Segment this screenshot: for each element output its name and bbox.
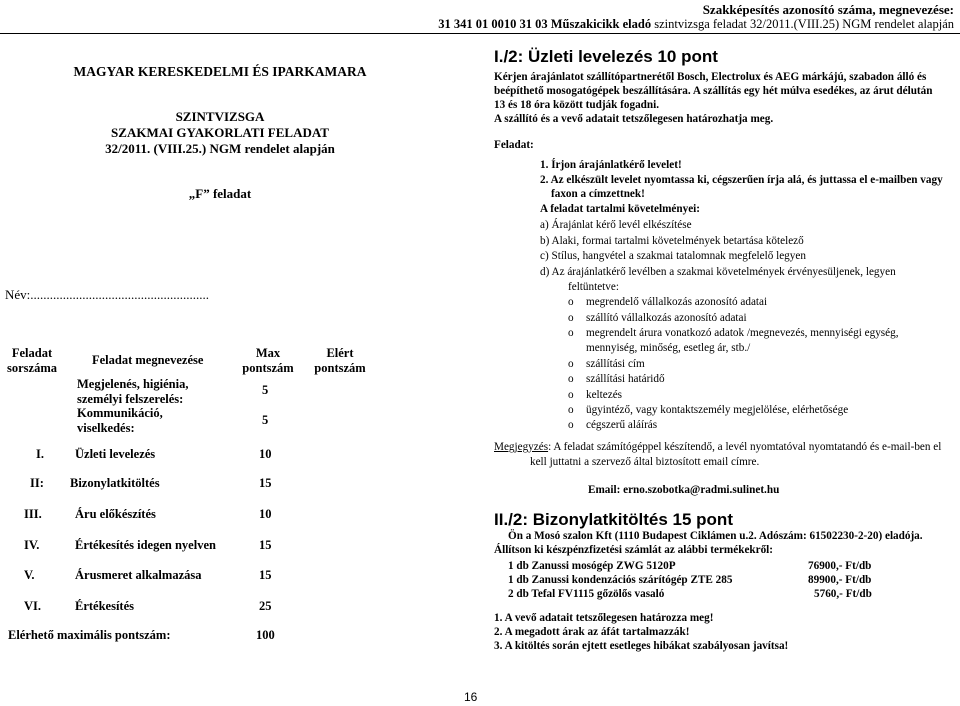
question-line: 1. A vevő adatait tetszőlegesen határozza meg! xyxy=(494,612,714,624)
pre-row-name: Kommunikáció, viselkedés: xyxy=(77,406,163,435)
section1-intro-line: Kérjen árajánlatot szállítópartnerétől Bosch, Electrolux és AEG márkájú, szabadon álló és xyxy=(494,71,927,83)
row-name: Áru előkészítés xyxy=(75,507,156,521)
question-line: 2. A megadott árak az áfát tartalmazzák! xyxy=(494,626,690,638)
task-line: faxon a címzettnek! xyxy=(551,188,645,200)
row-max: 10 xyxy=(259,507,272,521)
bullet-mark: o xyxy=(568,312,574,324)
row-max: 15 xyxy=(259,476,272,490)
bullet-item: szállító vállalkozás azonosító adatai xyxy=(586,312,747,324)
section2-intro: Állítson ki készpénzfizetési számlát az alábbi termékekről: xyxy=(494,544,774,556)
row-number: III. xyxy=(24,507,42,521)
row-max: 25 xyxy=(259,599,272,613)
section1-intro-line: A szállító és a vevő adatait tetszőlegesen határozhatja meg. xyxy=(494,113,774,125)
note xyxy=(494,441,941,453)
task-line: 1. Írjon árajánlatkérő levelet! xyxy=(540,159,682,171)
bullet-item: ügyintéző, vagy kontaktszemély megjelölése, elérhetősége xyxy=(586,404,849,416)
bullet-item: cégszerű aláírás xyxy=(586,419,658,431)
row-name: Bizonylatkitöltés xyxy=(70,476,160,490)
requirement-line: b) Alaki, formai tartalmi követelmények betartása kötelező xyxy=(540,235,804,247)
col-header-achieved: Elért pontszám xyxy=(314,346,366,375)
email-line: Email: erno.szobotka@radmi.sulinet.hu xyxy=(588,484,780,496)
pre-row-max: 5 xyxy=(262,413,269,427)
bullet-item: keltezés xyxy=(586,389,623,401)
section2-intro: Ön a Mosó szalon Kft (1110 Budapest Ciklámen u.2. Adószám: 61502230-2-20) eladója. xyxy=(508,530,923,542)
row-number: IV. xyxy=(24,538,40,552)
task-line: 2. Az elkészült levelet nyomtassa ki, cégszerűen írja alá, és juttassa el e-mailben vagy xyxy=(540,174,943,186)
section1-title: I./2: Üzleti levelezés 10 pont xyxy=(494,47,718,66)
exam-title-1: SZINTVIZSGA xyxy=(175,109,265,124)
name-field: Név:....................................................... xyxy=(5,287,210,302)
note-text-cont: kell juttatni a szervező által biztosított email címre. xyxy=(530,456,760,468)
col-header-name: Feladat megnevezése xyxy=(92,353,204,367)
col-header-max: Max pontszám xyxy=(242,346,294,375)
org-title: MAGYAR KERESKEDELMI ÉS IPARKAMARA xyxy=(73,64,367,79)
pre-row-max: 5 xyxy=(262,383,269,397)
requirement-line: d) Az árajánlatkérő levélben a szakmai követelmények érvényesüljenek, legyen xyxy=(540,266,896,278)
row-number: I. xyxy=(36,447,44,461)
row-number: VI. xyxy=(24,599,42,613)
feladat-label: Feladat: xyxy=(494,139,534,151)
pre-row-name: Megjelenés, higiénia, személyi felszerelés: xyxy=(77,377,189,406)
col-header-number: Feladat sorszáma xyxy=(7,346,57,375)
row-max: 15 xyxy=(259,568,272,582)
requirement-line: a) Árajánlat kérő levél elkészítése xyxy=(540,219,692,231)
row-name: Üzleti levelezés xyxy=(75,447,156,461)
exam-title-3: 32/2011. (VIII.25.) NGM rendelet alapján xyxy=(105,141,335,156)
item-desc: 1 db Zanussi mosógép ZWG 5120P xyxy=(508,560,676,572)
requirements-title: A feladat tartalmi követelményei: xyxy=(540,203,701,215)
row-name: Értékesítés idegen nyelven xyxy=(75,538,216,552)
bullet-mark: o xyxy=(568,404,574,416)
header-subtitle xyxy=(438,17,954,32)
exam-title-2: SZAKMAI GYAKORLATI FELADAT xyxy=(111,125,329,140)
bullet-mark: o xyxy=(568,327,574,339)
total-label: Elérhető maximális pontszám: xyxy=(8,628,171,642)
page-number: 16 xyxy=(464,690,478,704)
bullet-mark: o xyxy=(568,373,574,385)
row-number: II: xyxy=(30,476,44,490)
header-rest: szintvizsga feladat 32/2011.(VIII.25) NGM rendelet alapján xyxy=(651,17,954,31)
question-line: 3. A kitöltés során ejtett esetleges hibákat szabályosan javítsa! xyxy=(494,640,789,652)
note-text: : A feladat számítógéppel készítendő, a levél nyomtatóval nyomtatandó és e-mail-ben el xyxy=(548,441,942,453)
header-code: 31 341 01 0010 31 03 Műszakicikk eladó xyxy=(438,17,652,31)
row-name: Értékesítés xyxy=(75,599,135,613)
bullet-mark: o xyxy=(568,358,574,370)
bullet-mark: o xyxy=(568,419,574,431)
bullet-mark: o xyxy=(568,389,574,401)
section2-title: II./2: Bizonylatkitöltés 15 pont xyxy=(494,510,733,529)
item-price: 5760,- Ft/db xyxy=(814,588,872,600)
item-desc: 1 db Zanussi kondenzációs szárítógép ZTE 285 xyxy=(508,574,733,586)
bullet-item: megrendelt árura vonatkozó adatok /megnevezés, mennyiségi egység, xyxy=(586,327,899,339)
row-max: 15 xyxy=(259,538,272,552)
bullet-item: megrendelő vállalkozás azonosító adatai xyxy=(586,296,768,308)
bullet-item: szállítási cím xyxy=(586,358,645,370)
bullet-item-cont: mennyiség, minőség, esetleg ár, stb./ xyxy=(586,342,751,354)
requirement-line: feltüntetve: xyxy=(568,281,619,293)
row-number: V. xyxy=(24,568,35,582)
requirement-line: c) Stílus, hangvétel a szakmai tatalomnak megfelelő legyen xyxy=(540,250,806,262)
section1-intro-line: beépíthető mosogatógépek beszállítására. A szállítás egy hét múlva esedékes, az árut délután xyxy=(494,85,933,97)
bullet-item: szállítási határidő xyxy=(586,373,665,385)
section1-intro-line: 13 és 18 óra között tudják fogadni. xyxy=(494,99,660,111)
row-name: Árusmeret alkalmazása xyxy=(75,568,202,582)
header-title: Szakképesítés azonosító száma, megnevezése: xyxy=(702,2,954,17)
item-price: 89900,- Ft/db xyxy=(808,574,872,586)
total-value: 100 xyxy=(256,628,275,642)
item-price: 76900,- Ft/db xyxy=(808,560,872,572)
row-max: 10 xyxy=(259,447,272,461)
bullet-mark: o xyxy=(568,296,574,308)
note-label: Megjegyzés xyxy=(494,441,549,453)
item-desc: 2 db Tefal FV1115 gőzölős vasaló xyxy=(508,588,665,600)
task-label: „F” feladat xyxy=(188,186,252,201)
header-divider xyxy=(0,33,960,34)
